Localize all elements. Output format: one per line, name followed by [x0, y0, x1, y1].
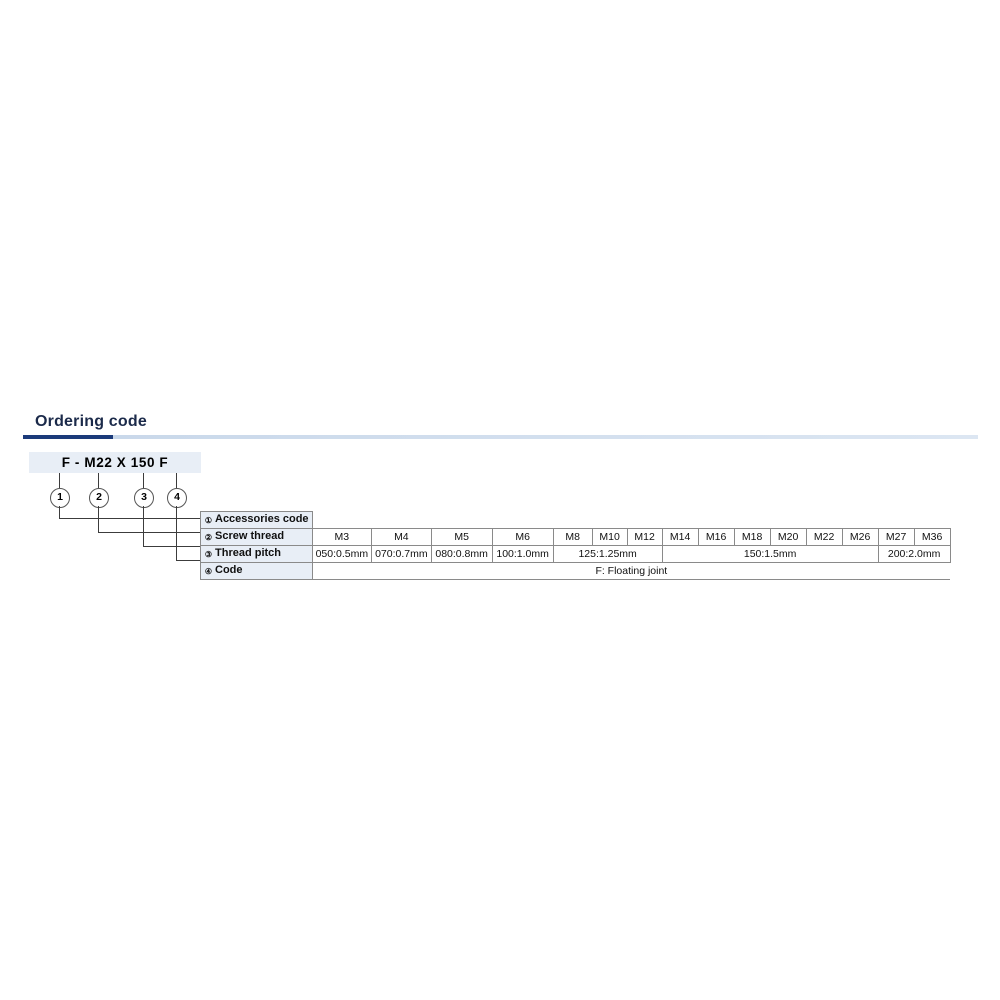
leader-line-3-drop — [143, 506, 144, 547]
callout-2: 2 — [89, 488, 109, 508]
row-label-thread-pitch — [201, 546, 313, 563]
leader-line-4-run — [176, 560, 201, 561]
cell-pitch-200: 200:2.0mm — [878, 546, 950, 563]
cell-thread-m6: M6 — [492, 529, 553, 546]
leader-line-1-vertical — [59, 473, 60, 488]
row-marker-2-icon: ② — [204, 533, 213, 542]
cell-thread-m36: M36 — [914, 529, 950, 546]
row-label-accessories-code — [201, 512, 313, 529]
row-marker-4-icon: ④ — [204, 567, 213, 576]
cell-thread-m3: M3 — [312, 529, 372, 546]
cell-thread-m16: M16 — [698, 529, 734, 546]
row-label-text: Screw thread — [215, 530, 285, 542]
leader-line-4-vertical — [176, 473, 177, 488]
page-title: Ordering code — [35, 413, 147, 430]
section-heading — [23, 412, 978, 439]
row-label-screw-thread — [201, 529, 313, 546]
ordering-code-text: F - M22 X 150 F — [61, 455, 169, 470]
cell-pitch-125: 125:1.25mm — [553, 546, 662, 563]
leader-line-3-run — [143, 546, 201, 547]
callout-1: 1 — [50, 488, 70, 508]
cell-pitch-050: 050:0.5mm — [312, 546, 372, 563]
cell-pitch-080: 080:0.8mm — [431, 546, 492, 563]
leader-line-2-vertical — [98, 473, 99, 488]
cell-thread-m26: M26 — [842, 529, 878, 546]
cell-pitch-070: 070:0.7mm — [372, 546, 432, 563]
callout-4: 4 — [167, 488, 187, 508]
row-marker-1-icon: ① — [204, 516, 213, 525]
table-row — [201, 512, 951, 529]
leader-line-4-drop — [176, 506, 177, 561]
table-row — [201, 546, 951, 563]
row-value-accessories-code — [312, 512, 950, 529]
callout-3: 3 — [134, 488, 154, 508]
cell-pitch-150: 150:1.5mm — [662, 546, 878, 563]
cell-thread-m12: M12 — [627, 529, 662, 546]
cell-thread-m8: M8 — [553, 529, 592, 546]
row-marker-3-icon: ③ — [204, 550, 213, 559]
ordering-code-table — [200, 511, 951, 580]
cell-thread-m14: M14 — [662, 529, 698, 546]
leader-line-1-run — [59, 518, 201, 519]
cell-thread-m10: M10 — [592, 529, 627, 546]
ordering-code-box — [29, 452, 201, 473]
cell-thread-m27: M27 — [878, 529, 914, 546]
leader-line-2-drop — [98, 506, 99, 533]
leader-line-3-vertical — [143, 473, 144, 488]
cell-thread-m22: M22 — [806, 529, 842, 546]
cell-thread-m4: M4 — [372, 529, 432, 546]
cell-pitch-100: 100:1.0mm — [492, 546, 553, 563]
row-label-text: Accessories code — [215, 513, 309, 525]
cell-thread-m18: M18 — [734, 529, 770, 546]
leader-line-2-run — [98, 532, 201, 533]
table-row — [201, 563, 951, 580]
row-label-code — [201, 563, 313, 580]
heading-rule — [23, 435, 978, 439]
cell-thread-m5: M5 — [431, 529, 492, 546]
row-label-text: Code — [215, 564, 243, 576]
row-label-text: Thread pitch — [215, 547, 282, 559]
table-row — [201, 529, 951, 546]
cell-code-floating-joint: F: Floating joint — [312, 563, 950, 580]
cell-thread-m20: M20 — [770, 529, 806, 546]
